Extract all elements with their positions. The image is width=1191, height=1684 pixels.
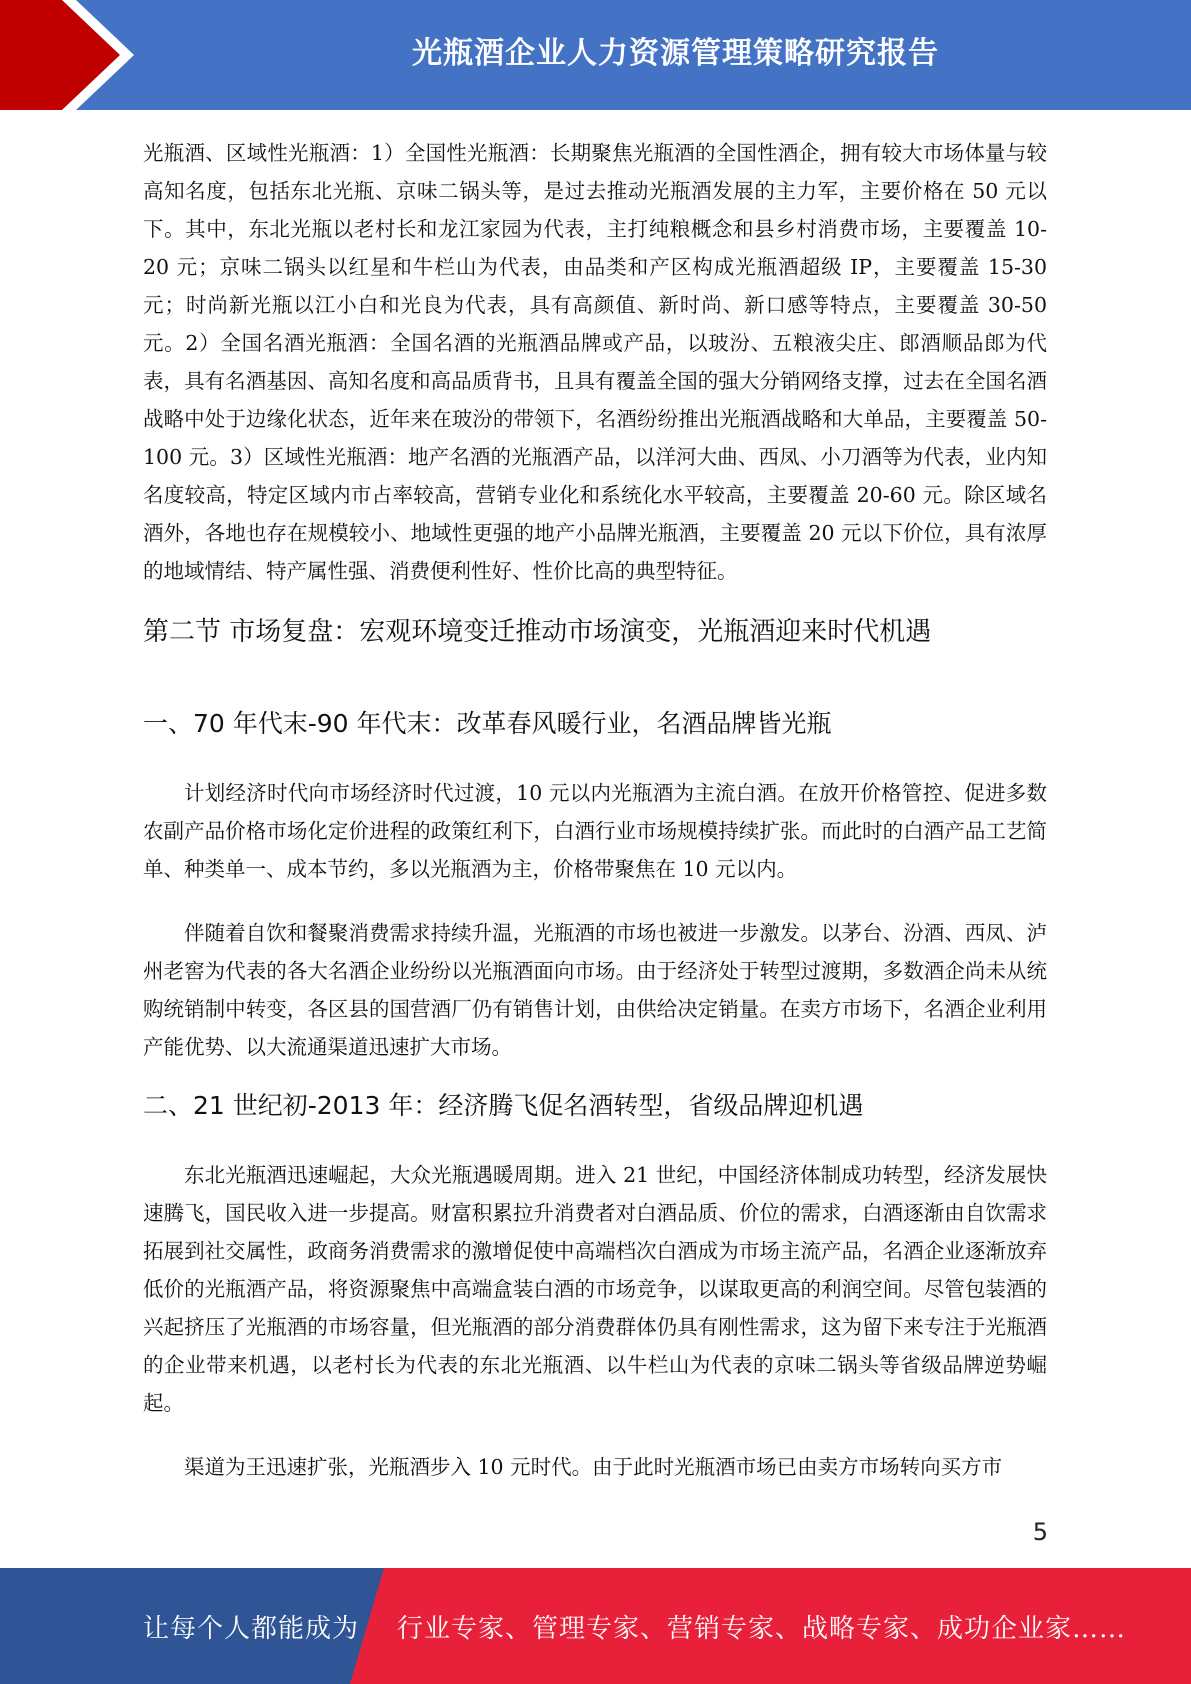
header-chevron-graphic bbox=[0, 0, 160, 110]
page-header bbox=[0, 0, 1191, 110]
footer-slogan-left: 让每个人都能成为 bbox=[143, 1614, 360, 1644]
subsection-1-paragraph-2: 伴随着自饮和餐聚消费需求持续升温，光瓶酒的市场也被进一步激发。以茅台、汾酒、西凤、泸州老窖为代表的各大名酒企业纷纷以光瓶酒面向市场。由于经济处于转型过渡期，多数酒企尚未从统购统销制中转变，各区县的国营酒厂仍有销售计划，由供给决定销量。在卖方市场下，名酒企业利用产能优势、以大流通渠道迅速扩大市场。 bbox=[143, 921, 1047, 1059]
intro-paragraph: 光瓶酒、区域性光瓶酒：1）全国性光瓶酒：长期聚焦光瓶酒的全国性酒企，拥有较大市场体量与较高知名度，包括东北光瓶、京味二锅头等，是过去推动光瓶酒发展的主力军，主要价格在 50 元以下。其中，东北光瓶以老村长和龙江家园为代表，主打纯粮概念和县乡村消费市场，主要覆盖 10-20 元；京味二锅头以红星和牛栏山为代表，由品类和产区构成光瓶酒超级 IP，主要覆盖 15-30 元；时尚新光瓶以江小白和光良为代表，具有高颜值、新时尚、新口感等特点，主要覆盖 30-50 元。2）全国名酒光瓶酒：全国名酒的光瓶酒品牌或产品，以玻汾、五粮液尖庄、郎酒顺品郎为代表，具有名酒基因、高知名度和高品质背书，且具有覆盖全国的强大分销网络支撑，过去在全国名酒战略中处于边缘化状态，近年来在玻汾的带领下，名酒纷纷推出光瓶酒战略和大单品，主要覆盖 50-100 元。3）区域性光瓶酒：地产名酒的光瓶酒产品，以洋河大曲、西凤、小刀酒等为代表，业内知名度较高，特定区域内市占率较高，营销专业化和系统化水平较高，主要覆盖 20-60 元。除区域名酒外，各地也存在规模较小、地域性更强的地产小品牌光瓶酒，主要覆盖 20 元以下价位，具有浓厚的地域情结、特产属性强、消费便利性好、性价比高的典型特征。 bbox=[143, 141, 1047, 583]
section-title: 第二节 市场复盘：宏观环境变迁推动市场演变，光瓶酒迎来时代机遇 bbox=[143, 617, 932, 647]
document-body bbox=[143, 134, 1047, 1486]
subsection-title-2: 二、21 世纪初-2013 年：经济腾飞促名酒转型，省级品牌迎机遇 bbox=[143, 1091, 864, 1120]
page-number: 5 bbox=[1032, 1518, 1048, 1546]
subsection-2-paragraph-2: 渠道为王迅速扩张，光瓶酒步入 10 元时代。由于此时光瓶酒市场已由卖方市场转向买方市 bbox=[184, 1455, 1003, 1479]
header-title: 光瓶酒企业人力资源管理策略研究报告 bbox=[412, 36, 939, 71]
subsection-1-paragraph-1: 计划经济时代向市场经济时代过渡，10 元以内光瓶酒为主流白酒。在放开价格管控、促进多数农副产品价格市场化定价进程的政策红利下，白酒行业市场规模持续扩张。而此时的白酒产品工艺简单、种类单一、成本节约，多以光瓶酒为主，价格带聚焦在 10 元以内。 bbox=[143, 781, 1047, 881]
footer-slogan-right: 行业专家、管理专家、营销专家、战略专家、成功企业家…… bbox=[397, 1614, 1127, 1644]
subsection-2-paragraph-1: 东北光瓶酒迅速崛起，大众光瓶遇暖周期。进入 21 世纪，中国经济体制成功转型，经济发展快速腾飞，国民收入进一步提高。财富积累拉升消费者对白酒品质、价位的需求，白酒逐渐由自饮需求拓展到社交属性，政商务消费需求的激增促使中高端档次白酒成为市场主流产品，名酒企业逐渐放弃低价的光瓶酒产品，将资源聚焦中高端盒装白酒的市场竞争，以谋取更高的利润空间。尽管包装酒的兴起挤压了光瓶酒的市场容量，但光瓶酒的部分消费群体仍具有刚性需求，这为留下来专注于光瓶酒的企业带来机遇，以老村长为代表的东北光瓶酒、以牛栏山为代表的京味二锅头等省级品牌逆势崛起。 bbox=[143, 1163, 1047, 1415]
page-footer bbox=[0, 1568, 1191, 1684]
subsection-title-1: 一、70 年代末-90 年代末：改革春风暖行业，名酒品牌皆光瓶 bbox=[143, 709, 832, 738]
